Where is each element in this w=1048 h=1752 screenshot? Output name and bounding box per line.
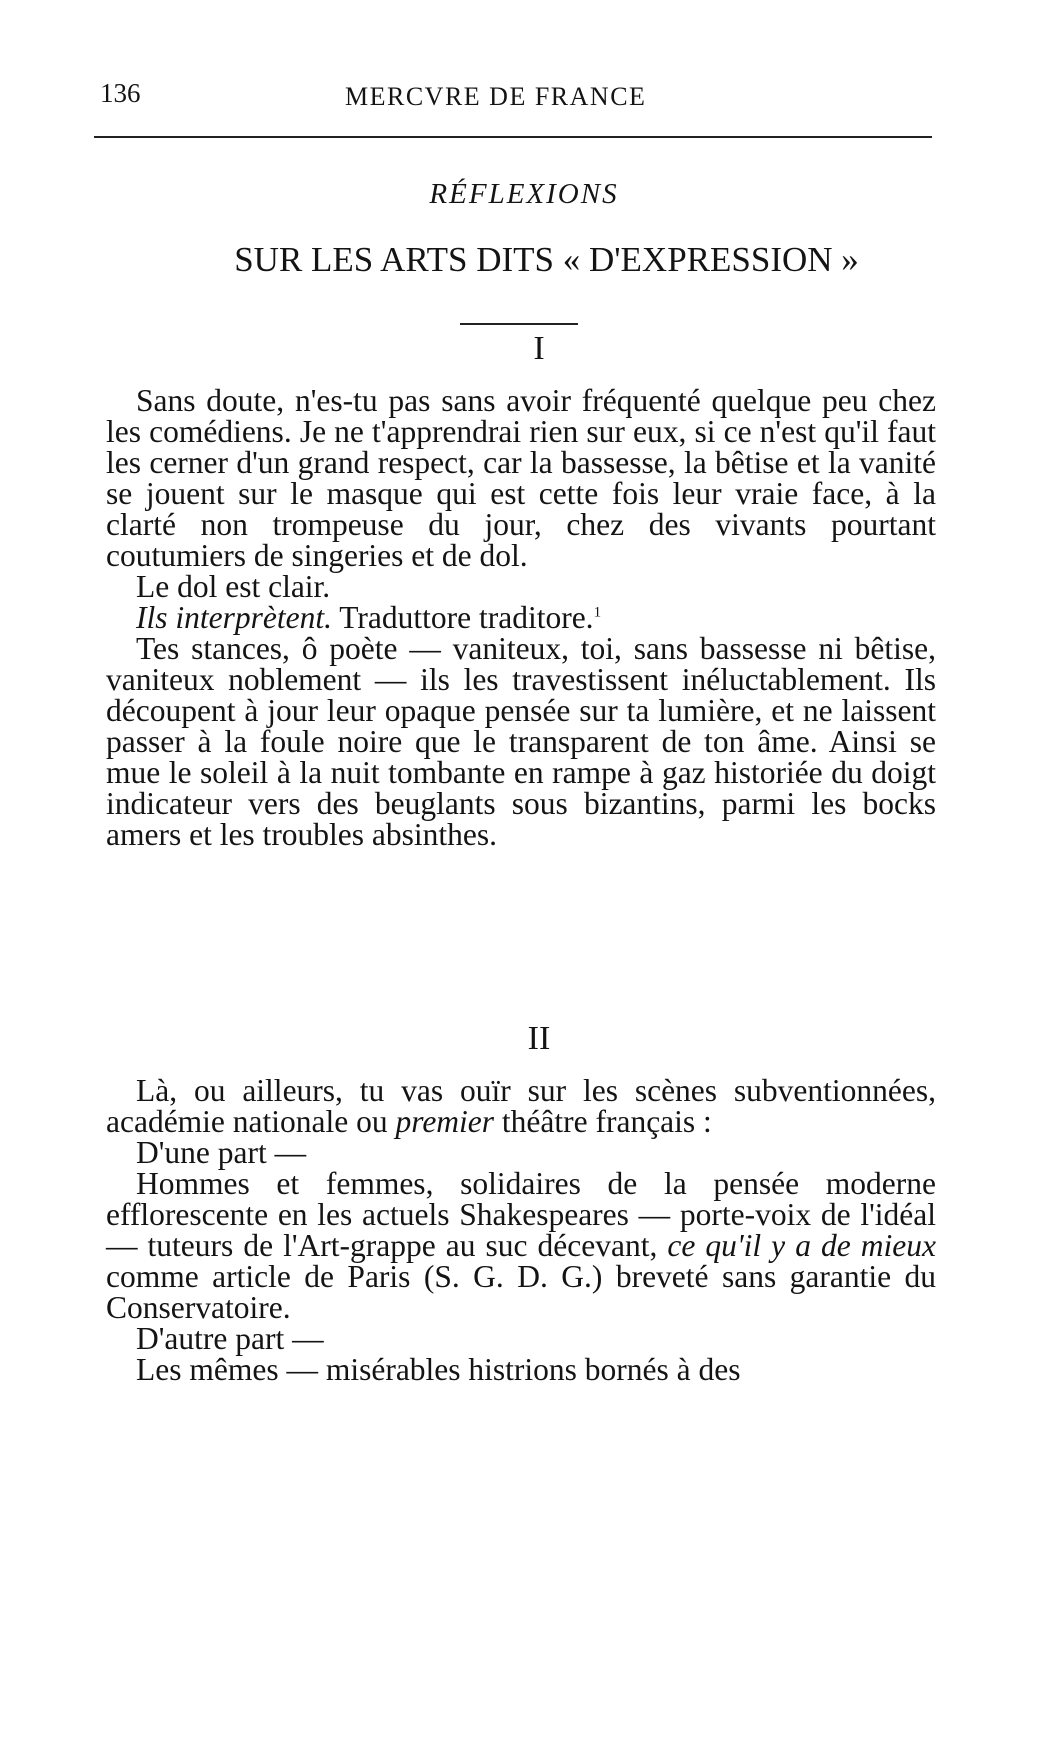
paragraph: Sans doute, n'es-tu pas sans avoir fréquenté quelque peu chez les comédiens. Je ne t'apprendrai rien sur eux, si ce n'est qu'il faut les cerner d'un grand respect, car la bassesse, la bêtise et la vanité se jouent sur le masque qui est cette fois leur vraie face, à la clarté non trompeuse du jour, chez des vivants pourtant coutumiers de singeries et de dol. (106, 383, 936, 573)
italic-phrase: Ils interprètent. (136, 600, 332, 635)
italic-phrase: ce qu'il y a de mieux (667, 1228, 936, 1263)
section-number-i: I (533, 330, 545, 367)
paragraph (106, 602, 936, 633)
quote-text: Traduttore traditore. (331, 600, 594, 635)
running-head (100, 72, 935, 112)
section-ii-text (106, 1075, 936, 1385)
page-number: 136 (100, 78, 141, 108)
header-rule (94, 136, 932, 138)
section-i-text (106, 385, 936, 850)
text-run: théâtre français : (494, 1104, 712, 1139)
paragraph: Les mêmes — misérables histrions bornés à des (136, 1352, 741, 1387)
article-title-line2: SUR LES ARTS DITS « D'EXPRESSION » (234, 240, 859, 279)
paragraph: D'une part — (136, 1135, 307, 1170)
paragraph: Le dol est clair. (136, 569, 331, 604)
paragraph: D'autre part — (136, 1321, 324, 1356)
text-run: Là, ou ailleurs, tu vas ouïr sur les scènes subventionnées, académie nationale ou (106, 1073, 936, 1139)
paragraph: Tes stances, ô poète — vaniteux, toi, sans bassesse ni bêtise, vaniteux noblement — ils les travestissent inéluctablement. Ils découpent à jour leur opaque pensée sur ta lumière, et ne laissent passer à la foule noire que le transparent de ton âme. Ainsi se mue le soleil à la nuit tombante en rampe à gaz historiée du doigt indicateur vers des beuglants sous bizantins, parmi les bocks amers et les troubles absinthes. (106, 631, 936, 852)
section-number-ii: II (527, 1020, 551, 1057)
journal-title: MERCVRE DE FRANCE (345, 82, 647, 111)
text-run: Hommes et femmes, solidaires de la pensée moderne efflorescente en les actuels Shakespeares — porte-voix de l'idéal — tuteurs de l'Art-grappe au suc décevant, (106, 1166, 936, 1263)
title-rule (460, 323, 578, 325)
paragraph (106, 1075, 936, 1137)
text-run: comme article de Paris (S. G. D. G.) breveté sans garantie du Conservatoire. (106, 1259, 936, 1325)
italic-word: premier (395, 1104, 495, 1139)
paragraph (106, 1168, 936, 1323)
footnote-marker: 1 (593, 604, 602, 621)
article-title-line1: RÉFLEXIONS (429, 178, 619, 210)
